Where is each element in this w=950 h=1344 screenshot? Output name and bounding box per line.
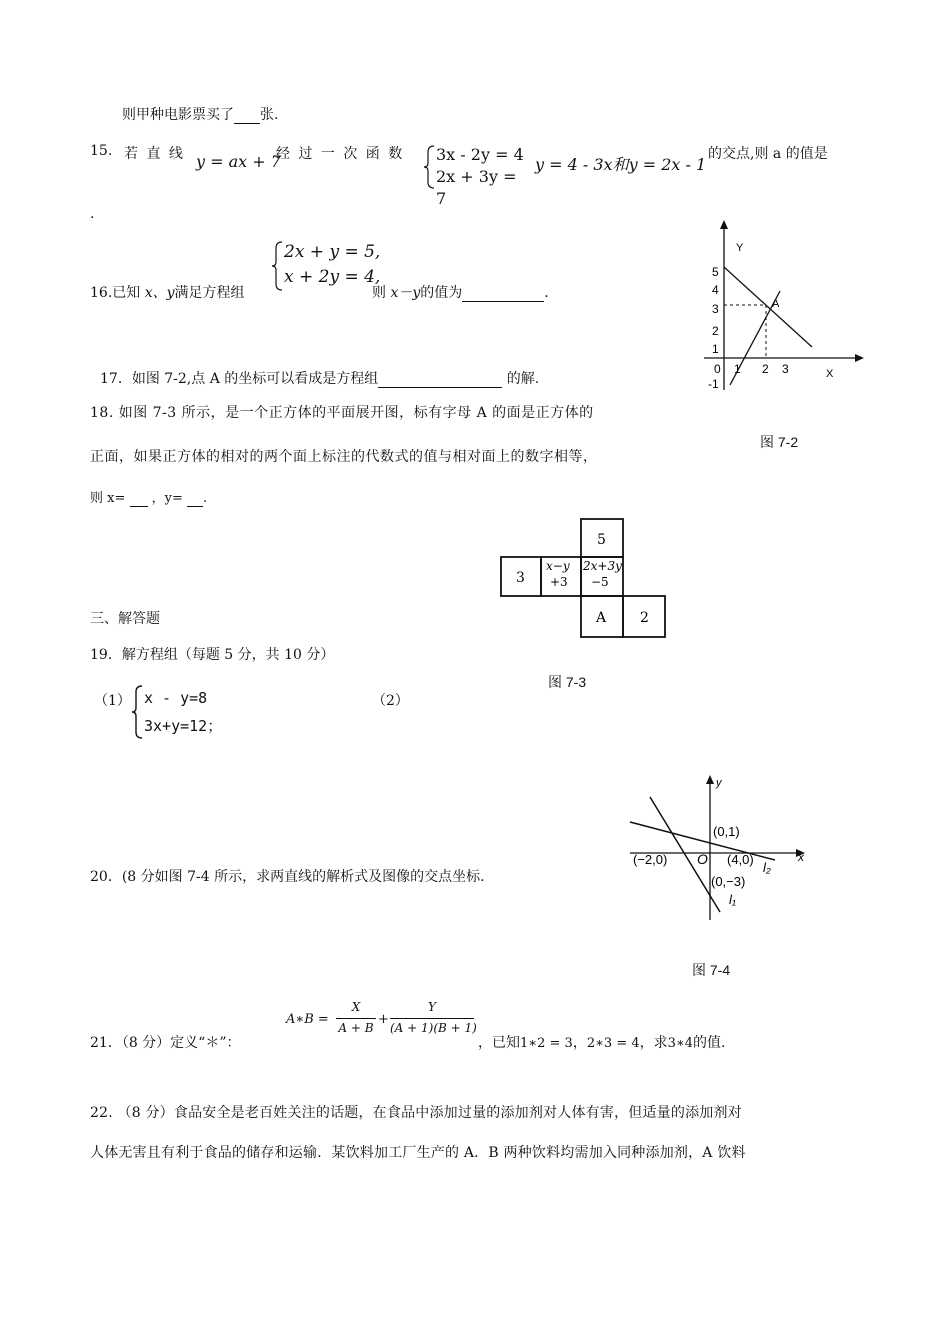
q15-text-3: 的交点,则 a 的值是 — [708, 146, 828, 162]
q15-text-2: 经 过 一 次 函 数 — [276, 146, 405, 162]
q16-tail — [372, 282, 549, 302]
q16-system — [272, 240, 382, 292]
q15-brace — [424, 144, 436, 190]
q18-x-blank — [130, 491, 148, 507]
figure-7-3 — [500, 518, 700, 648]
fig73-caption: 图 7-3 — [548, 674, 587, 690]
q16-prefix: 16.已知 — [90, 285, 141, 301]
fig72-y-tick-neg1: -1 — [708, 377, 719, 391]
fig74-point-0-neg3: (0,−3) — [711, 874, 746, 889]
q16-sys-line-2: x + 2y = 4, — [284, 267, 381, 287]
fig73-top-value: 5 — [597, 532, 606, 548]
fig72-x-tick-1: 1 — [734, 362, 741, 376]
figure-7-2 — [694, 215, 874, 395]
q22-line-2: 人体无害且有利于食品的储存和运输．某饮料加工厂生产的 A．B 两种饮料均需加入同种添加剂，A 饮料 — [90, 1145, 746, 1161]
q21-expr-3: 3∗4 — [667, 1036, 694, 1051]
fig72-y-label: Y — [736, 242, 744, 254]
q21-lhs: A∗B = — [286, 1012, 329, 1027]
q18-line-2: 正面，如果正方体的相对的两个面上标注的代数式的值与相对面上的数字相等， — [90, 449, 598, 465]
q21-end: 的值. — [693, 1035, 726, 1051]
q19-sys-line-1: x - y=8 — [144, 689, 208, 707]
q16-end: . — [544, 285, 549, 301]
q22-line-1: 22. （8 分）食品安全是老百姓关注的话题，在食品中添加过量的添加剂对人体有害，但适量的添加剂对 — [90, 1105, 742, 1121]
q21-expr-1: 1∗2 = 3 — [520, 1036, 573, 1051]
q16-suffix: 的值为 — [420, 285, 463, 301]
q18-y-blank — [187, 491, 203, 507]
q19-title: 19．解方程组（每题 5 分，共 10 分） — [90, 647, 335, 663]
q16-expr: x－y — [390, 285, 421, 301]
q14-prefix: 则甲种电影票买了 — [122, 107, 234, 123]
fig72-line-decreasing — [724, 267, 812, 347]
fig74-label-l1: l₁ — [729, 892, 736, 907]
q17-line — [100, 368, 539, 388]
q18-line-1: 18. 如图 7-3 所示，是一个正方体的平面展开图，标有字母 A 的面是正方体的 — [90, 405, 594, 421]
q19-system — [132, 684, 242, 740]
fig74-point-4-0: (4,0) — [727, 852, 754, 867]
q14-tail — [122, 104, 278, 124]
fig73-mid2-line2: −5 — [591, 575, 609, 589]
fig72-y-tick-1: 1 — [712, 342, 719, 356]
q15-line-equation: y = ax + 7 — [196, 152, 281, 171]
fig73-left-value: 3 — [516, 570, 525, 586]
fig74-x-label: x — [798, 850, 804, 864]
q21-frac1-den: A + B — [338, 1021, 374, 1035]
fig72-caption: 图 7-2 — [760, 434, 799, 450]
fig72-y-tick-3: 3 — [712, 302, 719, 316]
q21-frac2-num: Y — [428, 1000, 436, 1014]
q15-sys-line-1: 3x - 2y = 4 — [436, 145, 524, 164]
q16-vars: x、y — [144, 285, 175, 301]
fig72-x-tick-3: 3 — [782, 362, 789, 376]
q21-frac2-den: (A + 1)(B + 1) — [390, 1021, 477, 1035]
q21-comma: ， — [572, 1035, 587, 1051]
q18-x-label: 则 x= — [90, 491, 126, 506]
fig74-origin: O — [697, 851, 708, 867]
q21-frac1-num: X — [351, 1000, 361, 1014]
figure-7-4 — [625, 772, 815, 922]
fig74-label-l2: l₂ — [763, 860, 771, 875]
q21-known: ，已知 — [478, 1035, 520, 1051]
q21-ask: ，求 — [639, 1035, 668, 1051]
q19-sys-line-2: 3x+y=12； — [144, 717, 223, 735]
q17-text: 17．如图 7-2,点 A 的坐标可以看成是方程组 — [100, 371, 379, 387]
fig73-bottom-b-value: 2 — [640, 610, 649, 626]
fig73-mid2-line1: 2x+3y — [583, 559, 622, 573]
q20-text: 20．(8 分如图 7-4 所示，求两直线的解析式及图像的交点坐标. — [90, 869, 485, 885]
q21-frac2-bar — [390, 1018, 474, 1019]
fig74-caption: 图 7-4 — [692, 962, 731, 978]
q15-number: 15. — [90, 143, 113, 159]
q19-part2-label: （2） — [372, 693, 409, 709]
fig72-x-label: X — [826, 368, 834, 380]
fig74-point-0-1: (0,1) — [713, 824, 740, 839]
q21-plus: + — [378, 1012, 389, 1027]
q19-part1-label: （1） — [94, 693, 131, 709]
q18-end: . — [203, 491, 208, 506]
fig72-y-tick-0: 0 — [714, 362, 721, 376]
fig72-x-arrow — [855, 354, 864, 362]
q18-line-3 — [90, 487, 207, 507]
q15-text-4: . — [90, 206, 95, 222]
q17-blank — [378, 371, 502, 388]
q21-expr-2: 2∗3 = 4 — [586, 1036, 640, 1051]
fig72-x-tick-2: 2 — [762, 362, 769, 376]
fig73-mid1-line2: +3 — [550, 575, 568, 589]
q21-frac1-bar — [336, 1018, 376, 1019]
q15-text-1: 若 直 线 — [124, 146, 185, 162]
q15-sys-line-2: 2x + 3y = 7 — [436, 167, 517, 208]
q16-then: 则 — [372, 285, 386, 301]
fig73-mid1-line1: x−y — [546, 559, 570, 573]
q14-blank — [234, 107, 260, 124]
fig74-y-arrow — [706, 775, 714, 784]
q19-brace — [132, 684, 144, 740]
q16-blank — [462, 285, 544, 302]
fig72-y-tick-2: 2 — [712, 324, 719, 338]
q14-suffix: 张. — [260, 107, 279, 123]
fig73-bottom-a-label: A — [596, 610, 607, 626]
q16-brace — [272, 240, 284, 292]
fig72-y-tick-5: 5 — [712, 265, 719, 279]
section-3-heading: 三、解答题 — [90, 611, 160, 627]
q15-functions: y = 4 - 3x和y = 2x - 1 — [535, 155, 707, 174]
q17-end: 的解. — [506, 371, 540, 387]
q16-sys-line-1: 2x + y = 5, — [284, 242, 381, 262]
q15-system — [424, 144, 524, 208]
q21-prefix: 21．（8 分）定义“＊”： — [90, 1035, 241, 1051]
q21-fraction-1 — [336, 1000, 376, 1035]
q21-fraction-2 — [390, 1000, 477, 1035]
fig72-y-tick-4: 4 — [712, 283, 719, 297]
q18-y-label: ，y= — [151, 491, 183, 506]
fig74-y-label: y — [716, 777, 722, 789]
fig72-point-label: A — [772, 298, 780, 310]
q16-mid: 满足方程组 — [174, 285, 245, 301]
q16-line — [90, 282, 245, 302]
fig74-point-neg2-0: (−2,0) — [633, 852, 668, 867]
q21-tail — [478, 1032, 725, 1052]
fig72-y-arrow — [720, 220, 728, 229]
